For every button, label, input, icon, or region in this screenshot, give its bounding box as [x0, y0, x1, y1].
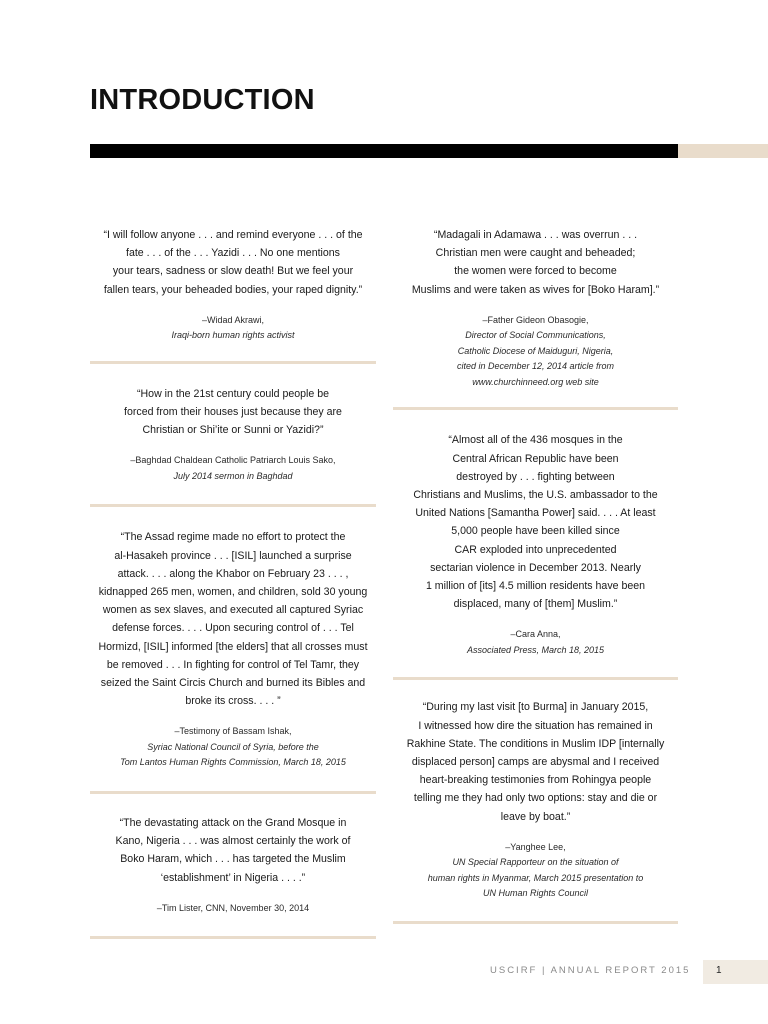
quote-line: forced from their houses just because they are — [124, 406, 342, 419]
quote-line: leave by boat.” — [500, 810, 571, 823]
attribution-line: July 2014 sermon in Baghdad — [173, 470, 293, 481]
attribution-line: –Tim Lister, CNN, November 30, 2014 — [156, 902, 310, 913]
quote-line: “Almost all of the 436 mosques in the — [448, 434, 623, 447]
quote-block — [90, 226, 376, 361]
quote-line: “I will follow anyone . . . and remind everyone . . . of the — [103, 229, 363, 241]
attribution-line: UN Human Rights Council — [482, 888, 589, 899]
title-rule-accent — [678, 144, 768, 158]
quote-attribution — [393, 840, 678, 902]
quote-line: displaced person] camps are abysmal and I received — [411, 755, 660, 768]
page-number: 1 — [716, 965, 722, 976]
quote-line: be removed . . . In fighting for control of Tel Tamr, they — [106, 658, 360, 671]
quote-line: “The devastating attack on the Grand Mosque in — [119, 816, 347, 829]
quote-block — [393, 410, 678, 677]
quote-line: Kano, Nigeria . . . was almost certainly the work of — [115, 835, 351, 848]
quote-attribution — [90, 901, 376, 917]
attribution-line: Tom Lantos Human Rights Commission, March 18, 2015 — [120, 757, 346, 768]
quote-text — [90, 814, 376, 887]
attribution-line: Associated Press, March 18, 2015 — [466, 644, 605, 655]
quote-text — [393, 226, 678, 299]
quote-block — [90, 507, 376, 791]
attribution-line: Catholic Diocese of Maiduguri, Nigeria, — [457, 345, 614, 356]
quote-line: “The Assad regime made no effort to protect the — [120, 531, 346, 544]
quote-line: “How in the 21st century could people be — [137, 387, 329, 400]
quote-line: fate . . . of the . . . Yazidi . . . No one mentions — [126, 247, 340, 260]
quote-line: United Nations [Samantha Power] said. . . . At least — [415, 507, 656, 520]
quote-block — [393, 226, 678, 407]
divider-rule — [393, 921, 678, 924]
quote-text — [393, 698, 678, 825]
attribution-line: –Testimony of Bassam Ishak, — [174, 726, 292, 737]
quote-attribution — [393, 627, 678, 658]
attribution-line: –Yanghee Lee, — [505, 841, 566, 852]
attribution-line: –Cara Anna, — [510, 629, 561, 640]
quote-line: Christian men were caught and beheaded; — [435, 247, 636, 260]
quote-attribution — [90, 453, 376, 484]
quote-line: sectarian violence in December 2013. Nearly — [430, 561, 641, 574]
quote-text — [90, 528, 376, 710]
quote-attribution — [90, 313, 376, 344]
quote-line: Muslims and were taken as wives for [Boko Haram].” — [411, 283, 660, 296]
left-quote-column — [90, 226, 376, 939]
quote-line: “During my last visit [to Burma] in January 2015, — [422, 701, 649, 714]
quote-line: CAR exploded into unprecedented — [454, 543, 617, 556]
quote-line: telling me they had only two options: stay and die or — [413, 792, 658, 805]
quote-text — [393, 431, 678, 613]
quote-line: attack. . . . along the Khabor on February 23 . . . , — [117, 567, 349, 580]
quote-line: destroyed by . . . fighting between — [456, 470, 615, 483]
quote-line: broke its cross. . . . ” — [185, 695, 281, 708]
quote-block — [90, 794, 376, 936]
quote-line: women as sex slaves, and executed all captured Syriac — [102, 604, 364, 617]
quote-line: “Madagali in Adamawa . . . was overrun . . . — [433, 229, 638, 241]
quote-line: Hormizd, [ISIL] informed [the elders] that all crosses must — [98, 640, 368, 653]
title-rule-black — [90, 144, 678, 158]
quote-text — [90, 385, 376, 440]
quote-line: Christians and Muslims, the U.S. ambassador to the — [413, 488, 658, 501]
page-number-box — [703, 960, 768, 984]
quote-block — [393, 680, 678, 920]
footer-report-label: USCIRF | ANNUAL REPORT 2015 — [490, 965, 691, 976]
quote-line: Christian or Shi’ite or Sunni or Yazidi?” — [142, 424, 324, 437]
quote-line: Rakhine State. The conditions in Muslim IDP [internally — [406, 737, 665, 750]
attribution-line: Iraqi-born human rights activist — [171, 330, 295, 341]
attribution-line: –Father Gideon Obasogie, — [482, 314, 589, 325]
quote-line: 5,000 people have been killed since — [451, 525, 620, 538]
quote-line: kidnapped 265 men, women, and children, sold 30 young — [98, 586, 368, 599]
page-title: INTRODUCTION — [90, 84, 315, 116]
quote-attribution — [90, 724, 376, 771]
quote-line: displaced, many of [them] Muslim.” — [453, 598, 618, 611]
quote-line: Central African Republic have been — [452, 452, 619, 465]
divider-rule — [90, 936, 376, 939]
quote-line: fallen tears, your beheaded bodies, your raped dignity.” — [103, 283, 363, 296]
attribution-line: cited in December 12, 2014 article from — [456, 361, 615, 372]
attribution-line: –Baghdad Chaldean Catholic Patriarch Louis Sako, — [130, 455, 336, 466]
quote-line: heart-breaking testimonies from Rohingya people — [419, 774, 652, 787]
quote-attribution — [393, 313, 678, 391]
quote-text — [90, 226, 376, 299]
attribution-line: UN Special Rapporteur on the situation of — [452, 857, 619, 868]
quote-line: I witnessed how dire the situation has remained in — [418, 719, 653, 732]
quote-line: seized the Saint Circis Church and burned its Bibles and — [100, 677, 366, 690]
quote-line: al-Hasakeh province . . . [ISIL] launched a surprise — [114, 549, 352, 562]
attribution-line: human rights in Myanmar, March 2015 presentation to — [427, 872, 644, 883]
quote-line: 1 million of [its] 4.5 million residents have been — [425, 579, 646, 592]
right-quote-column — [393, 226, 678, 924]
attribution-line: www.churchinneed.org web site — [472, 376, 599, 387]
quote-line: defense forces. . . . Upon securing control of . . . Tel — [112, 622, 354, 635]
quote-line: Boko Haram, which . . . has targeted the Muslim — [120, 853, 346, 866]
quote-line: the women were forced to become — [454, 265, 617, 278]
quote-line: ‘establishment’ in Nigeria . . . .” — [160, 871, 306, 884]
quote-line: your tears, sadness or slow death! But we feel your — [112, 265, 354, 278]
attribution-line: Syriac National Council of Syria, before the — [147, 741, 319, 752]
attribution-line: –Widad Akrawi, — [201, 314, 265, 325]
quote-block — [90, 364, 376, 505]
attribution-line: Director of Social Communications, — [465, 330, 606, 341]
